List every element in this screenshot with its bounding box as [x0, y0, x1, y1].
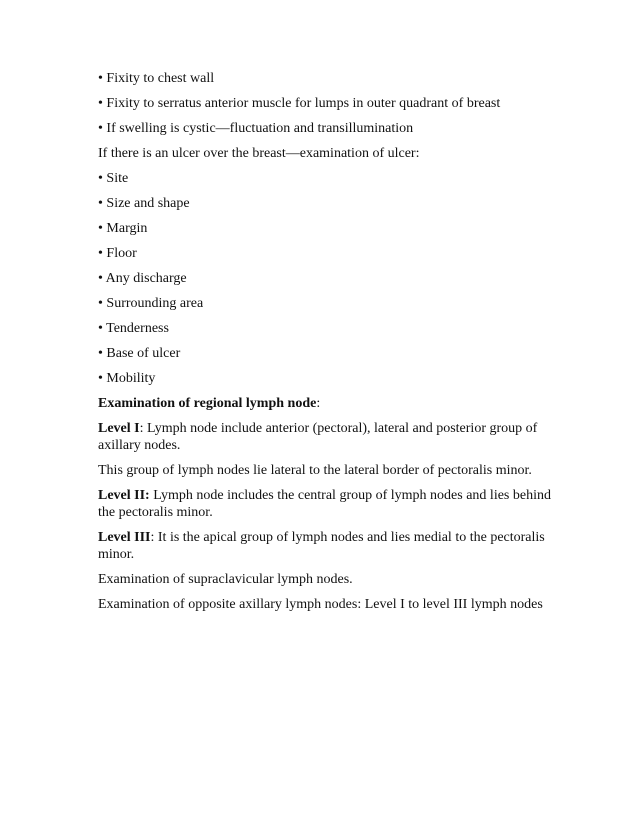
level-2-label: Level II: [98, 488, 150, 503]
list-item: • Tenderness [98, 321, 169, 336]
list-item: • Fixity to serratus anterior muscle for lumps in outer quadrant of breast [98, 96, 501, 111]
level-1-paragraph [98, 420, 558, 454]
list-item: • Fixity to chest wall [98, 71, 215, 86]
list-item: • Surrounding area [98, 296, 204, 311]
level-1-text: : Lymph node include anterior (pectoral), lateral and posterior group of axillary nodes. [98, 421, 538, 453]
level-1-label: Level I [98, 421, 140, 436]
level-1-note: This group of lymph nodes lie lateral to the lateral border of pectoralis minor. [98, 463, 532, 478]
section-heading [98, 395, 558, 412]
section-heading-text: Examination of regional lymph node [98, 396, 317, 411]
section-heading-colon: : [316, 396, 321, 411]
list-item: • Site [98, 171, 129, 186]
list-item: • Margin [98, 221, 148, 236]
list-item: • Mobility [98, 371, 156, 386]
level-3-text: : It is the apical group of lymph nodes and lies medial to the pectoralis minor. [98, 530, 545, 562]
level-3-label: Level III [98, 530, 151, 545]
list-item: • Any discharge [98, 271, 187, 286]
supraclavicular-line: Examination of supraclavicular lymph nodes. [98, 572, 353, 587]
level-3-paragraph [98, 529, 558, 563]
ulcer-intro: If there is an ulcer over the breast—examination of ulcer: [98, 146, 420, 161]
list-item: • Size and shape [98, 196, 190, 211]
list-item: • Base of ulcer [98, 346, 181, 361]
document-page [98, 70, 558, 621]
opposite-axillary-line: Examination of opposite axillary lymph nodes: Level I to level III lymph nodes [98, 597, 543, 612]
level-2-text: Lymph node includes the central group of lymph nodes and lies behind the pectoralis minor. [98, 488, 551, 520]
level-2-paragraph [98, 487, 558, 521]
list-item: • Floor [98, 246, 137, 261]
list-item: • If swelling is cystic—fluctuation and transillumination [98, 121, 414, 136]
